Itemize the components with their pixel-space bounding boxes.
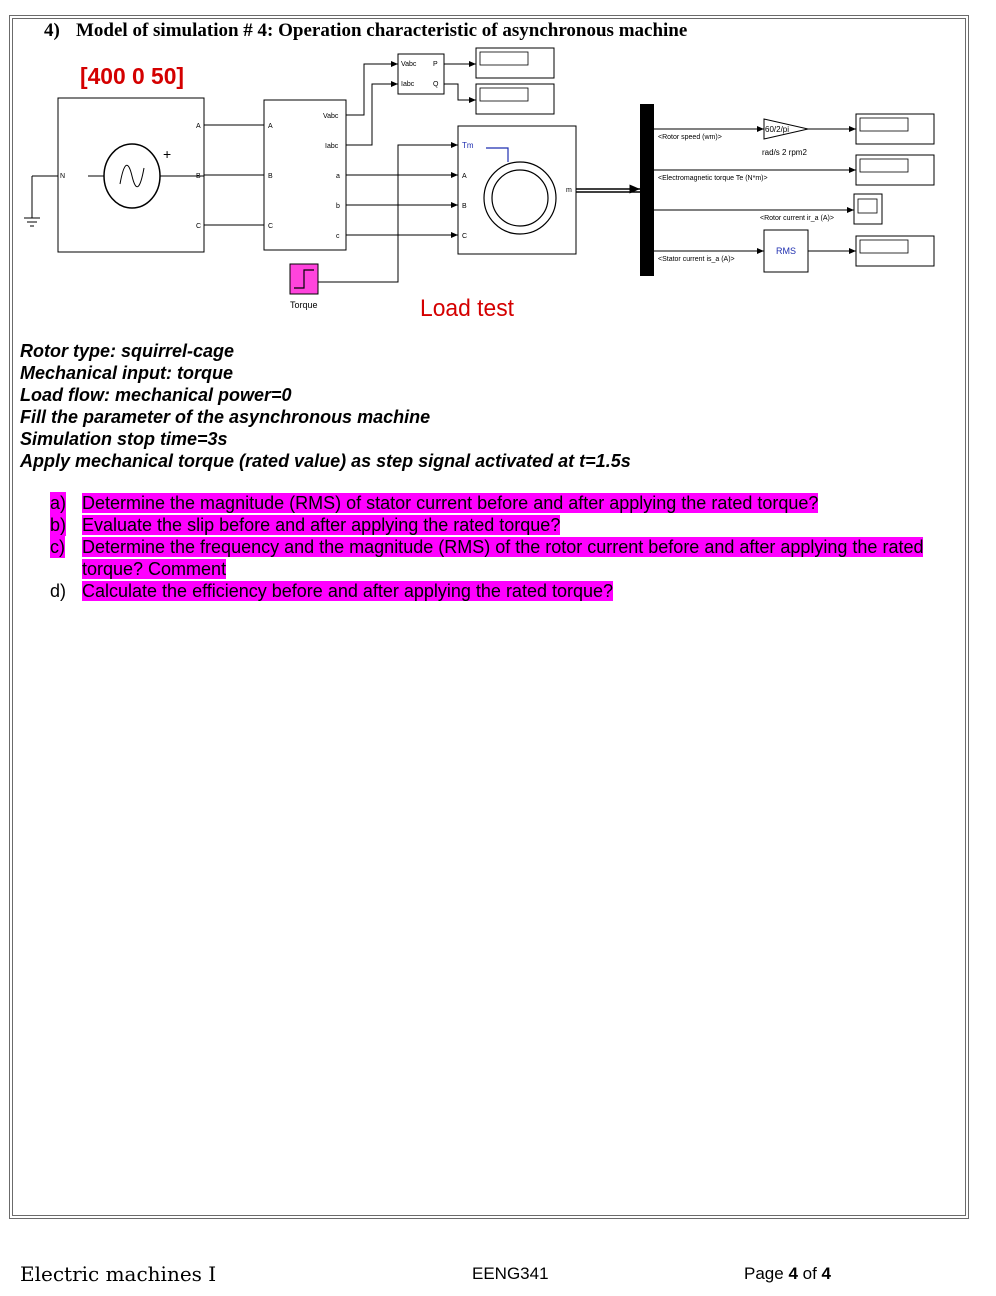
param-line: Load flow: mechanical power=0 (20, 385, 292, 405)
bus-selector[interactable] (640, 104, 654, 276)
source-port-n: N (60, 173, 66, 180)
asynchronous-machine-block[interactable] (458, 126, 576, 254)
source-port-c: C (196, 223, 202, 230)
vi-measurement-block[interactable] (264, 100, 346, 250)
torque-step-block[interactable] (290, 264, 318, 294)
question-item (50, 492, 940, 514)
param-line: Rotor type: squirrel-cage (20, 341, 235, 361)
signal-rotor-speed: <Rotor speed (wm)> (658, 134, 722, 141)
page-prefix: Page (744, 1264, 789, 1283)
question-text: Evaluate the slip before and after applying the rated torque? (82, 515, 561, 535)
machine-port-tm: Tm (462, 141, 474, 150)
machine-port-m: m (566, 187, 572, 194)
question-item (50, 580, 940, 602)
footer-page-number (744, 1264, 831, 1284)
param-line: Simulation stop time=3s (20, 429, 228, 449)
question-item (50, 536, 940, 580)
param-line: Fill the parameter of the asynchronous machine (20, 407, 431, 427)
gain-block[interactable] (764, 119, 808, 139)
display-rotor-speed (856, 114, 934, 144)
meas-port-a-in: A (268, 123, 273, 130)
param-line: Mechanical input: torque (20, 363, 234, 383)
section-heading (44, 20, 687, 42)
pq-port-vabc: Vabc (401, 61, 417, 68)
page-middle: of (797, 1264, 822, 1283)
meas-port-iabc: Iabc (325, 143, 339, 150)
pq-port-iabc: Iabc (401, 81, 415, 88)
question-label: a) (50, 493, 67, 513)
question-label: d) (50, 581, 67, 601)
page-current: 4 (788, 1264, 798, 1283)
question-text: Calculate the efficiency before and after applying the rated torque? (82, 581, 614, 601)
display-p (476, 48, 554, 78)
meas-port-vabc: Vabc (323, 113, 339, 120)
meas-port-b-out: b (336, 203, 340, 210)
footer-course-name: Electric machines I (20, 1262, 217, 1286)
gain-label: 60/2/pi (765, 125, 790, 134)
rms-label: RMS (776, 246, 796, 256)
rms-block[interactable] (764, 230, 808, 272)
three-phase-source-block[interactable] (58, 98, 204, 252)
signal-stator-current: <Stator current is_a (A)> (658, 256, 735, 263)
source-params-label: [400 0 50] (80, 63, 184, 89)
gain-caption: rad/s 2 rpm2 (762, 148, 807, 157)
scope-rotor-current[interactable] (854, 194, 882, 224)
source-port-a: A (196, 123, 201, 130)
pq-measurement-block[interactable] (398, 54, 444, 94)
torque-step-label: Torque (290, 300, 318, 310)
heading-title: Model of simulation # 4: Operation characteristic of asynchronous machine (76, 20, 688, 41)
source-port-b: B (196, 173, 201, 180)
pq-port-q: Q (433, 81, 439, 88)
signal-em-torque: <Electromagnetic torque Te (N*m)> (658, 175, 768, 182)
parameter-list (20, 340, 631, 472)
display-q (476, 84, 554, 114)
heading-number: 4) (44, 20, 60, 41)
machine-port-a: A (462, 173, 467, 180)
ground-symbol (24, 176, 58, 226)
footer-course-code: EENG341 (472, 1264, 549, 1283)
meas-port-a-out: a (336, 173, 340, 180)
meas-port-b-in: B (268, 173, 273, 180)
meas-port-c-out: c (336, 233, 340, 240)
simulink-diagram (20, 46, 950, 336)
meas-port-c-in: C (268, 223, 274, 230)
machine-port-b: B (462, 203, 467, 210)
signal-rotor-current: <Rotor current ir_a (A)> (760, 215, 834, 222)
param-line: Apply mechanical torque (rated value) as step signal activated at t=1.5s (20, 451, 631, 471)
question-label: b) (50, 515, 67, 535)
question-list (50, 492, 940, 602)
load-test-label: Load test (420, 295, 515, 322)
pq-port-p: P (433, 61, 438, 68)
machine-port-c: C (462, 233, 468, 240)
display-stator-current-rms (856, 236, 934, 266)
question-label: c) (50, 537, 65, 557)
question-text: Determine the frequency and the magnitude (RMS) of the rotor current before and after applying the rated torque? Comment (82, 537, 924, 579)
display-em-torque (856, 155, 934, 185)
page-total: 4 (821, 1264, 831, 1283)
svg-text:+: + (163, 146, 172, 162)
question-item (50, 514, 940, 536)
question-text: Determine the magnitude (RMS) of stator current before and after applying the rated torque? (82, 493, 819, 513)
